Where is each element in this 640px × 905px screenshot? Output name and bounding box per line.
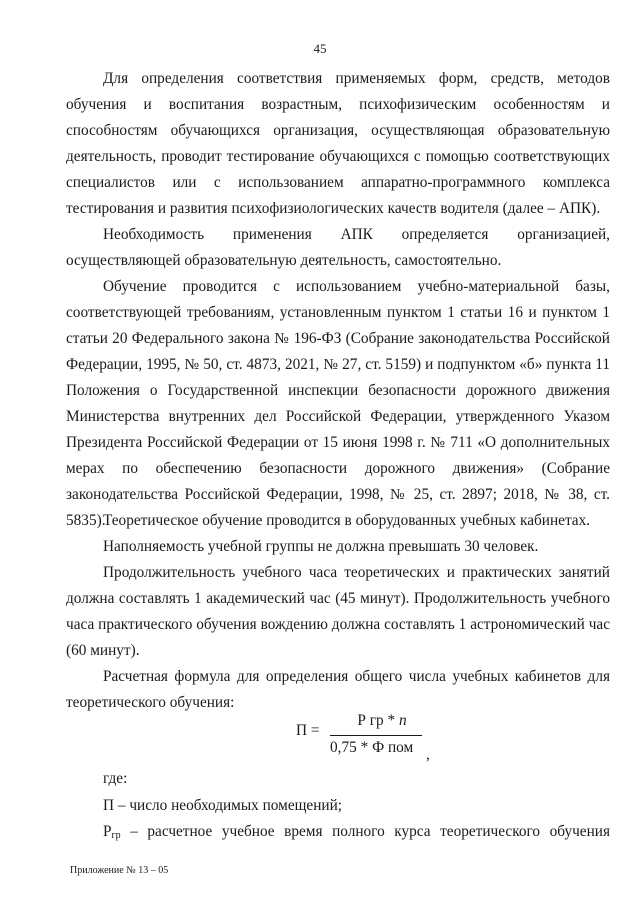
paragraph-hour-duration: Продолжительность учебного часа теоретических и практических занятий должна составлять 1 академический час (45 минут). Продолжительность учебного часа практического обучения вождению должна составлять 1 астрономический час (60 минут). [66, 564, 610, 659]
symbol-p-gr: $Р_{гр}$ [103, 823, 121, 841]
formula-trailing-comma: , [426, 746, 430, 763]
paragraph-apk-necessity: Необходимость применения АПК определяется организацией, осуществляющей образовательную деятельность, самостоятельно. [66, 226, 610, 269]
page-number: 45 [313, 41, 327, 56]
definition-p: П – число необходимых помещений; [103, 797, 343, 814]
paragraph-training-base: Обучение проводится с использованием учебно-материальной базы, соответствующей требованиям, установленным пунктом 1 статьи 16 и пунктом 1 статьи 20 Федерального закона № 196-ФЗ (Собрание законодательства Российской Федерации, 1995, № 50, ст. 4873, 2021, № 27, ст. 5159) и подпунктом «б» пункта 11 Положения о Государственной инспекции безопасности дорожного движения Министерства внутренних дел Российской Федерации, утвержденного Указом Президента Российской Федерации от 15 июня 1998 г. № 711 «О дополнительных мерах по обеспечению безопасности дорожного движения» (Собрание законодательства Российской Федерации, 1998, № 25, ст. 2897; 2018, № 38, ст. 5835). [66, 278, 610, 529]
paragraph-group-size: Наполняемость учебной группы не должна превышать 30 человек. [103, 538, 539, 555]
formula-lhs: П = [296, 722, 320, 739]
formula-denominator: 0,75 * Ф пом [330, 739, 414, 756]
paragraph-formula-intro: Расчетная формула для определения общего числа учебных кабинетов для теоретического обучения: [66, 668, 610, 711]
where-label: где: [103, 770, 128, 787]
definition-p-gr: $Р_{гр}$ – расчетное учебное время полного курса теоретического обучения [103, 823, 610, 841]
paragraph-theory-classrooms: Теоретическое обучение проводится в оборудованных учебных кабинетах. [103, 512, 591, 529]
paragraph-apk-testing: Для определения соответствия применяемых форм, средств, методов обучения и воспитания возрастным, психофизическим особенностям и способностям обучающихся организация, осуществляющая образовательную деятельность, проводит тестирование обучающихся с помощью соответствующих специалистов или с использованием аппаратно-программного комплекса тестирования и развития психофизиологических качеств водителя (далее – АПК). [66, 70, 610, 217]
classroom-formula [296, 706, 446, 766]
footer-appendix: Приложение № 13 – 05 [70, 865, 169, 876]
formula-numerator: Р гр * n [357, 712, 407, 729]
fraction-bar [330, 735, 422, 736]
